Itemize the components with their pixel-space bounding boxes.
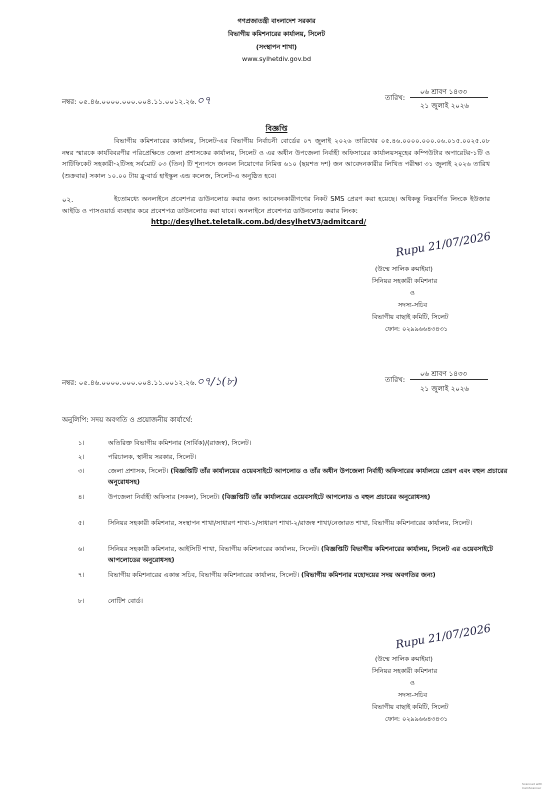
copy-heading: অনুলিপি: সদয় অবগতি ও প্রয়োজনীয় কার্যার্থে: [62,416,193,424]
copy-date-divider [410,379,488,380]
memo-date-bn: ০৬ শ্রাবণ ১৪৩৩ [420,88,467,96]
signer-name: (উম্মে সালিক রুমাইয়া) [375,265,433,273]
copy-memo-number: নম্বর: ০৫.৪৬.০০০০.০০০.০০৪.১১.০০১২.২৬.০৭/১(৮) [62,375,238,388]
office-heading: বিভাগীয় কমিশনারের কার্যালয়, সিলেট [227,30,326,38]
admit-card-link[interactable]: http://desylhet.teletalk.com.bd/desylhetV3/admitcard/ [151,218,367,226]
list-item: ৫। সিনিয়র সহকারী কমিশনার, সংস্থাপন শাখা/সাধারণ শাখা-১/সাধারণ শাখা-২/রাজস্ব শাখা/নেজারত শাখা, বিভাগীয় কমিশনারের কার্যালয়, সিলেট। [78,519,473,527]
list-item: ২। পরিচালক, স্থানীয় সরকার, সিলেট। [78,453,197,461]
copy-date-en: ২১ জুলাই ২০২৬ [420,385,469,393]
signer-role: সদস্য-সচিব [398,691,428,699]
list-item: ৮। নোটিশ বোর্ড। [78,597,143,605]
notice-paragraph-2: ইতোমধ্যে অনলাইনে প্রবেশপত্র ডাউনলোড করার জন্য আবেদনকারীগণের নিকট SMS প্রেরণ করা হয়েছে। অধিকন্তু নিম্নবর্ণিত লিংকে ইউজার আইডি ও পাসওয়ার্ড ব্যবহার করে প্রবেশপত্র ডাউনলোড করা যাবে। অনলাইনে প্রবেশপত্র ডাউনলোড করার লিংক: [62,195,490,215]
list-item: ৪। উপজেলা নির্বাহী অফিসার (সকল), সিলেট। (বিজ্ঞপ্তিটি তাঁর কার্যালয়ের ওয়েবসাইটে আপলোড ও বহুল প্রচারের অনুরোধসহ) [78,493,431,501]
list-item: ১। অতিরিক্ত বিভাগীয় কমিশনার (সার্বিক)/(রাজস্ব), সিলেট। [78,439,252,447]
signer-and: ও [410,289,415,297]
memo-number: নম্বর: ০৫.৪৬.০০০০.০০০.০০৪.১১.০০১২.২৬.০৭ [62,94,211,107]
signer-role: সদস্য-সচিব [398,301,428,309]
notice-title: বিজ্ঞপ্তি [265,124,288,133]
date-divider [410,97,488,98]
website-link[interactable]: www.sylhetdiv.gov.bd [241,55,312,63]
signature-ink: Rupu 21/07/2026 [394,229,492,260]
memo-date-en: ২১ জুলাই ২০২৬ [420,102,469,110]
list-item: ৩। জেলা প্রশাসক, সিলেট। (বিজ্ঞপ্তিটি তাঁর কার্যালয়ের ওয়েবসাইটে আপলোড ও তাঁর অধীন উপজেলা নির্বাহী অফিসারের কার্যালয়ে প্রেরণ এবং বহুল প্রচারের অনুরোধসহ) [78,467,508,486]
signer-phone: ফোন: ০২৯৯৬৬৪৩৪৩১ [385,715,448,723]
signer-committee: বিভাগীয় বাছাই কমিটি, সিলেট [372,703,449,711]
signer-phone: ফোন: ০২৯৯৬৬৪৩৪৩১ [385,325,448,333]
notice-paragraph-1: বিভাগীয় কমিশনারের কার্যালয়, সিলেট-এর বিভাগীয় নির্বাচনী বোর্ডের ০৭ জুলাই ২০২৬ তারিখের ০৫.৪৬.০০০০.০০০.০৬.০১৫.০০২৫.০৮ নম্বর স্মারকে কার্যবিবরণীর পরিপ্রেক্ষিতে জেলা প্রশাসকের কার্যালয়, সিলেট ও এর অধীন উপজেলা নির্বাহী অফিসারের কার্যালয়সমূহের কম্পিউটার অপারেটর-১টি ও সাটিফিকেট সহকারী-২টিসহ সর্বমোট ০৩ (তিন) টি শূন্যপদে জনবল নিয়োগের নিমিত্ত ৬১০ (ছয়শত দশ) জন আবেদনকারীর লিখিত পরীক্ষা ৩১ জুলাই ২০২৬ তারিখ (শুক্রবার) সকাল ১০.০০ টায় ব্লু-বার্ড হাইস্কুল এন্ড কলেজ, সিলেট-এ অনুষ্ঠিত হবে। [62,137,490,180]
signer-and: ও [410,679,415,687]
copy-date-bn: ০৬ শ্রাবণ ১৪৩৩ [420,370,467,378]
signer-name: (উম্মে সালিক রুমাইয়া) [375,655,433,663]
signature-ink: Rupu 21/07/2026 [394,621,492,652]
scanner-watermark: Scanned with CamScanner [522,782,543,790]
signer-committee: বিভাগীয় বাছাই কমিটি, সিলেট [372,313,449,321]
paragraph-2-number: ০২. [62,196,74,204]
list-item: ৭। বিভাগীয় কমিশনারের একান্ত সচিব, বিভাগীয় কমিশনারের কার্যালয়, সিলেট। (বিভাগীয় কমিশনার মহোদয়ের সদয় অবগতির জন্য) [78,571,436,579]
memo-date-label: তারিখ: [385,94,406,102]
section-heading: (সংস্থাপন শাখা) [256,43,297,51]
signer-designation: সিনিয়র সহকারী কমিশনার [372,667,438,675]
signer-designation: সিনিয়র সহকারী কমিশনার [372,277,438,285]
list-item: ৬। সিনিয়র সহকারী কমিশনার, আইসিটি শাখা, বিভাগীয় কমিশনারের কার্যালয়, সিলেট। (বিজ্ঞপ্তিটি বিভাগীয় কমিশনারের কার্যালয়, সিলেট এর ওয়েবসাইটে আপলোডের অনুরোধসহ) [78,545,493,564]
govt-heading: গণপ্রজাতন্ত্রী বাংলাদেশ সরকার [237,17,316,25]
copy-date-label: তারিখ: [385,376,406,384]
